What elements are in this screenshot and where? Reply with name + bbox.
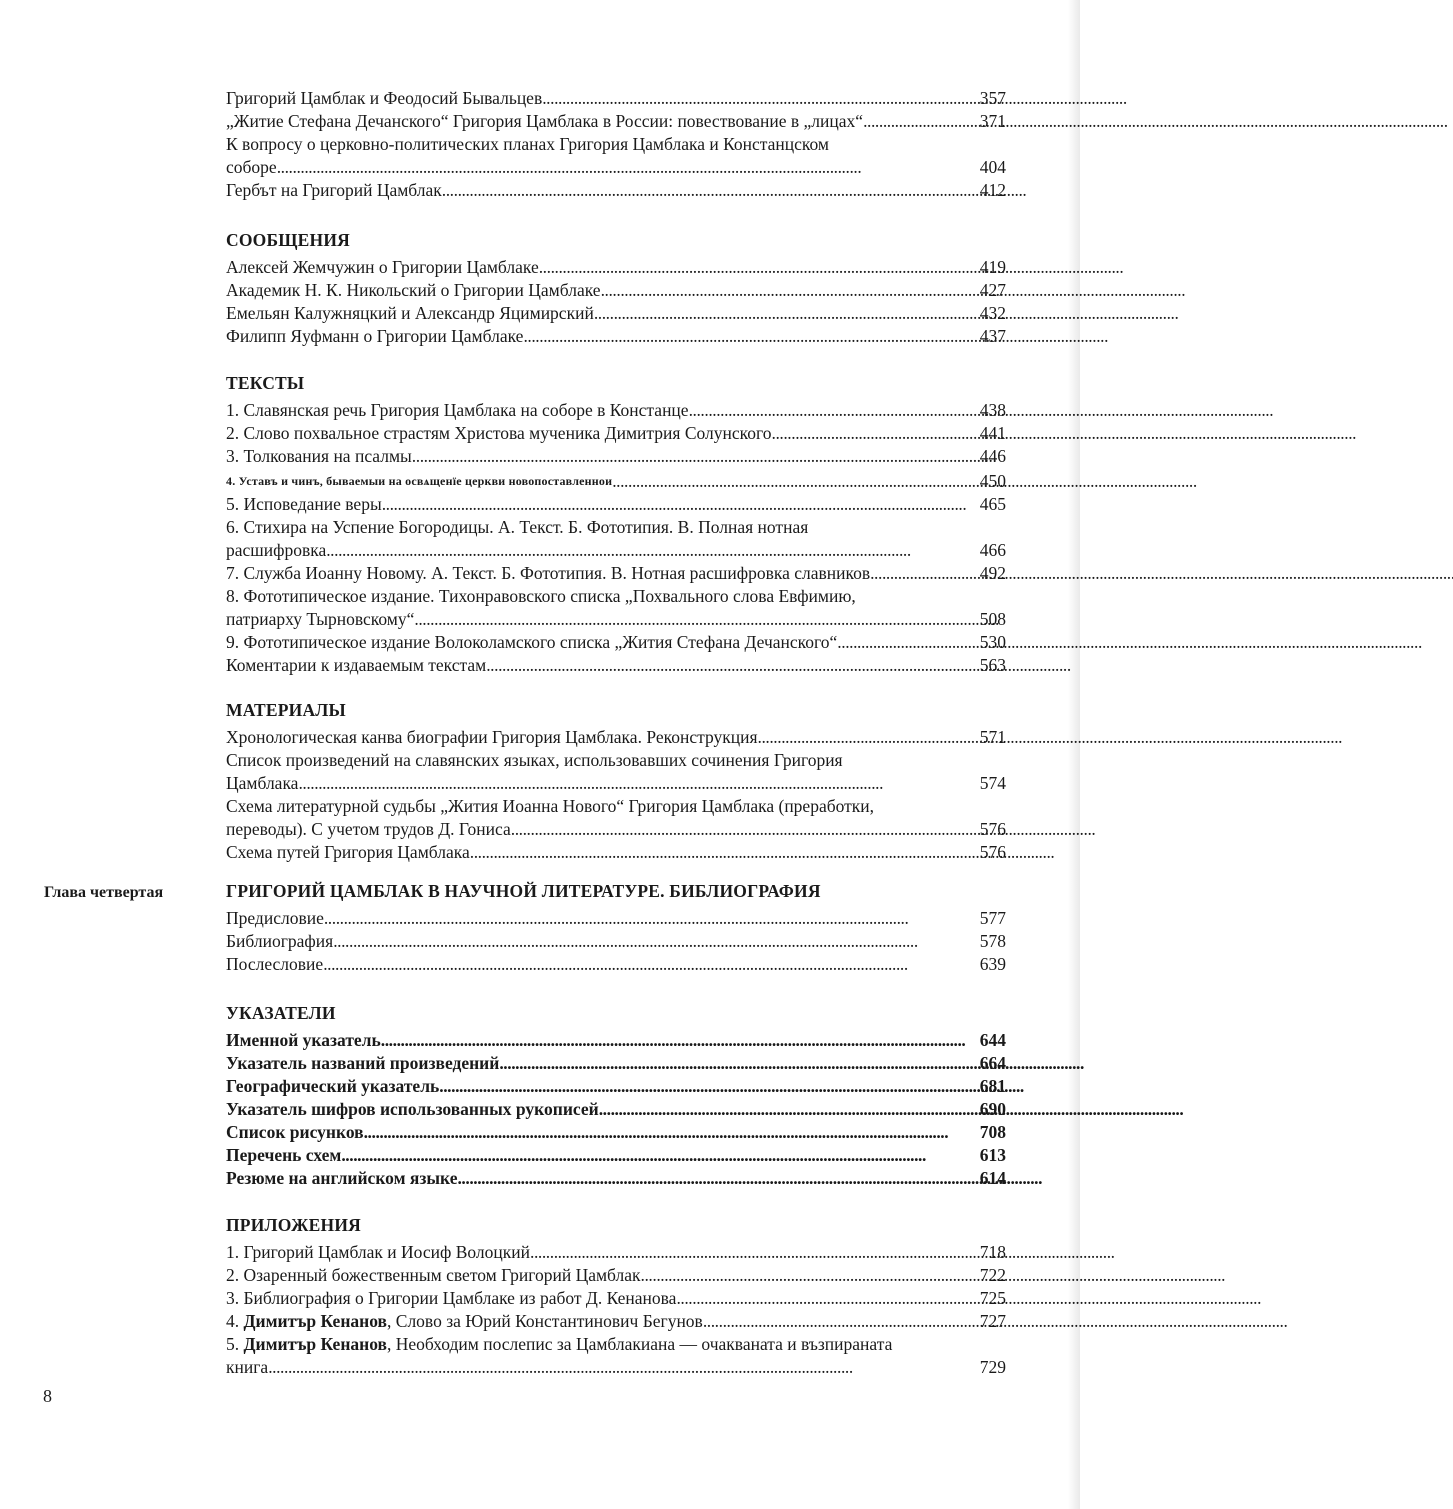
- page-ref: 530: [979, 632, 1006, 652]
- leader-dots: [601, 279, 976, 302]
- toc-entry[interactable]: 1. Славянская речь Григория Цамблака на соборе в Констанце . . . 438: [226, 399, 1006, 422]
- page-ref: 446: [979, 446, 1006, 466]
- toc-entry[interactable]: 3. Библиография о Григории Цамблаке из работ Д. Кенанова . . . 725: [226, 1287, 1006, 1310]
- toc-entry[interactable]: Гербът на Григорий Цамблак . . . 412: [226, 179, 1006, 202]
- page-ref: 465: [979, 494, 1006, 514]
- toc-entry[interactable]: Указатель шифров использованных рукописей . . . 690: [226, 1098, 1006, 1121]
- toc-entry[interactable]: Библиография . . . 578: [226, 930, 1006, 953]
- section-heading: ПРИЛОЖЕНИЯ: [226, 1215, 361, 1235]
- leader-dots: [333, 930, 976, 953]
- page-ref: 614: [979, 1168, 1006, 1188]
- section-heading: ТЕКСТЫ: [226, 373, 305, 393]
- page-ref: 613: [979, 1145, 1006, 1165]
- page-ref: 427: [979, 280, 1006, 300]
- leader-dots: [837, 631, 975, 654]
- toc-entry[interactable]: Хронологическая канва биографии Григория Цамблака. Реконструкция . . . 571: [226, 726, 1006, 749]
- toc-entry[interactable]: Алексей Жемчужин о Григории Цамблаке . . . 419: [226, 256, 1006, 279]
- toc-entry[interactable]: Перечень схем . . . 613: [226, 1144, 1006, 1167]
- section-materialy: [226, 699, 1006, 864]
- leader-dots: [486, 654, 976, 677]
- page-ref: 371: [979, 111, 1006, 131]
- toc-entry[interactable]: 4. Димитър Кенанов, Слово за Юрий Константинович Бегунов . . . 727: [226, 1310, 1006, 1333]
- leader-dots: [499, 1052, 975, 1075]
- toc-entry[interactable]: 1. Григорий Цамблак и Иосиф Волоцкий . . . 718: [226, 1241, 1006, 1264]
- leader-dots: [326, 539, 976, 562]
- page-ref: 722: [979, 1265, 1006, 1285]
- toc-entry[interactable]: Григорий Цамблак и Феодосий Бывальцев . . . 357: [226, 87, 1006, 110]
- page-ref: 571: [979, 727, 1006, 747]
- toc-entry[interactable]: Список рисунков . . . 708: [226, 1121, 1006, 1144]
- page-ref: 574: [979, 773, 1006, 793]
- page-ref: 639: [979, 954, 1006, 974]
- leader-dots: [523, 325, 975, 348]
- page-ref: 438: [979, 400, 1006, 420]
- toc-entry[interactable]: К вопросу о церковно-политических планах Григория Цамблака и Констанцском соборе . . . 404: [226, 133, 1006, 179]
- leader-dots: [599, 1098, 976, 1121]
- toc-entry[interactable]: 5. Исповедание веры . . . 465: [226, 493, 1006, 516]
- section-chapter-four: [226, 880, 1006, 976]
- page-ref: 563: [979, 655, 1006, 675]
- page-ref: 432: [979, 303, 1006, 323]
- page-number: 8: [43, 1386, 52, 1406]
- leader-dots: [442, 179, 976, 202]
- leader-dots: [612, 470, 976, 493]
- church-slavonic-title: Уставъ и чинъ, бываемыи на освѧщенїе церкви новопоставленнои: [238, 474, 613, 488]
- section-ukazateli: [226, 1002, 1006, 1190]
- leader-dots: [414, 608, 975, 631]
- page-ref: 466: [979, 540, 1006, 560]
- section-heading: СООБЩЕНИЯ: [226, 230, 350, 250]
- leader-dots: [457, 1167, 975, 1190]
- leader-dots: [323, 953, 976, 976]
- toc-entry[interactable]: Схема путей Григория Цамблака . . . 576: [226, 841, 1006, 864]
- leader-dots: [689, 399, 976, 422]
- page-ref: 578: [979, 931, 1006, 951]
- page-ref: 708: [979, 1122, 1006, 1142]
- toc-entry[interactable]: 2. Озаренный божественным светом Григорий Цамблак . . . 722: [226, 1264, 1006, 1287]
- leader-dots: [298, 772, 975, 795]
- toc-entry[interactable]: Коментарии к издаваемым текстам . . . 563: [226, 654, 1006, 677]
- leader-dots: [530, 1241, 976, 1264]
- toc-entry[interactable]: Схема литературной судьбы „Жития Иоанна Нового“ Григория Цамблака (преработки, переводы). С учетом трудов Д. Гониса . . . 576: [226, 795, 1006, 841]
- page-ref: 576: [979, 819, 1006, 839]
- leader-dots: [277, 156, 976, 179]
- page-ref: 357: [979, 88, 1006, 108]
- toc-entry[interactable]: „Житие Стефана Дечанского“ Григория Цамблака в России: повествование в „лицах“ . . . 371: [226, 110, 1006, 133]
- toc-entry[interactable]: Именной указатель . . . 644: [226, 1029, 1006, 1052]
- page-ref: 577: [979, 908, 1006, 928]
- leader-dots: [324, 907, 976, 930]
- section-soobshcheniya: [226, 229, 1006, 348]
- toc-entry[interactable]: Послесловие . . . 639: [226, 953, 1006, 976]
- toc-entry[interactable]: Академик Н. К. Никольский о Григории Цамблаке . . . 427: [226, 279, 1006, 302]
- page-ref: 412: [979, 180, 1006, 200]
- leader-dots: [870, 562, 976, 585]
- page-ref: 492: [979, 563, 1006, 583]
- page-ref: 729: [979, 1357, 1006, 1377]
- leader-dots: [364, 1121, 976, 1144]
- leader-dots: [703, 1310, 976, 1333]
- toc-entry[interactable]: 2. Слово похвальное страстям Христова мученика Димитрия Солунского . . . 441: [226, 422, 1006, 445]
- page-ref: 664: [979, 1053, 1006, 1073]
- page-ref: 644: [979, 1030, 1006, 1050]
- section-teksty: [226, 372, 1006, 677]
- page-ref: 725: [979, 1288, 1006, 1308]
- leader-dots: [511, 818, 976, 841]
- toc-entry[interactable]: 9. Фототипическое издание Волоколамского списка „Жития Стефана Дечанского“ . . . 530: [226, 631, 1006, 654]
- toc-entry[interactable]: Филипп Яуфманн о Григории Цамблаке . . . 437: [226, 325, 1006, 348]
- author-name: Димитър Кенанов: [243, 1334, 388, 1354]
- leader-dots: [439, 1075, 975, 1098]
- page-ref: 508: [979, 609, 1006, 629]
- page-ref: 419: [979, 257, 1006, 277]
- toc-entry[interactable]: Географический указатель . . . 681: [226, 1075, 1006, 1098]
- toc-entry[interactable]: 4. Уставъ и чинъ, бываемыи на освѧщенїе церкви новопоставленнои . . . 450: [226, 468, 1006, 493]
- toc-entry[interactable]: 5. Димитър Кенанов, Необходим послепис за Цамблакиана — очакваната и възпираната книга . . . 729: [226, 1333, 1006, 1379]
- page-ref: 718: [979, 1242, 1006, 1262]
- section-heading: МАТЕРИАЛЫ: [226, 700, 346, 720]
- chapter-label: Глава четвертая: [44, 884, 164, 901]
- leader-dots: [539, 256, 976, 279]
- leader-dots: [341, 1144, 975, 1167]
- section-heading: УКАЗАТЕЛИ: [226, 1003, 336, 1023]
- chapter-heading: ГРИГОРИЙ ЦАМБЛАК В НАУЧНОЙ ЛИТЕРАТУРЕ. БИБЛИОГРАФИЯ: [226, 881, 821, 901]
- page-ref: 681: [979, 1076, 1006, 1096]
- toc-entry[interactable]: Предисловие . . . 577: [226, 907, 1006, 930]
- page-ref: 441: [979, 423, 1006, 443]
- toc-entry[interactable]: 8. Фототипическое издание. Тихонравовского списка „Похвального слова Евфимию, патриарху Тырновскому“ . . . 508: [226, 585, 1006, 631]
- leader-dots: [758, 726, 976, 749]
- toc-entry[interactable]: Список произведений на славянских языках, использовавших сочинения Григория Цамблака . . . 574: [226, 749, 1006, 795]
- section-prilozheniya: [226, 1214, 1006, 1379]
- toc-entry[interactable]: Резюме на английском языке . . . 614: [226, 1167, 1006, 1190]
- toc-entry[interactable]: Емельян Калужняцкий и Александр Яцимирский . . . 432: [226, 302, 1006, 325]
- leader-dots: [863, 110, 976, 133]
- page-ref: 437: [979, 326, 1006, 346]
- leader-dots: [412, 445, 976, 468]
- leader-dots: [470, 841, 976, 864]
- page-ref: 727: [979, 1311, 1006, 1331]
- leader-dots: [641, 1264, 976, 1287]
- leader-dots: [594, 302, 976, 325]
- leader-dots: [542, 87, 976, 110]
- toc-entry[interactable]: 7. Служба Иоанну Новому. А. Текст. Б. Фототипия. В. Нотная расшифровка славников . . . 492: [226, 562, 1006, 585]
- leader-dots: [382, 493, 976, 516]
- page-ref: 576: [979, 842, 1006, 862]
- toc-entry[interactable]: 6. Стихира на Успение Богородицы. А. Текст. Б. Фототипия. В. Полная нотная расшифровка . . . 466: [226, 516, 1006, 562]
- page-ref: 450: [979, 471, 1006, 491]
- toc-entry[interactable]: 3. Толкования на псалмы . . . 446: [226, 445, 1006, 468]
- leader-dots: [772, 422, 976, 445]
- leader-dots: [381, 1029, 976, 1052]
- page-ref: 690: [979, 1099, 1006, 1119]
- leader-dots: [268, 1356, 976, 1379]
- author-name: Димитър Кенанов: [243, 1311, 388, 1331]
- toc-entry[interactable]: Указатель названий произведений . . . 664: [226, 1052, 1006, 1075]
- leader-dots: [676, 1287, 975, 1310]
- toc-continuation: [226, 87, 1006, 202]
- page-ref: 404: [979, 157, 1006, 177]
